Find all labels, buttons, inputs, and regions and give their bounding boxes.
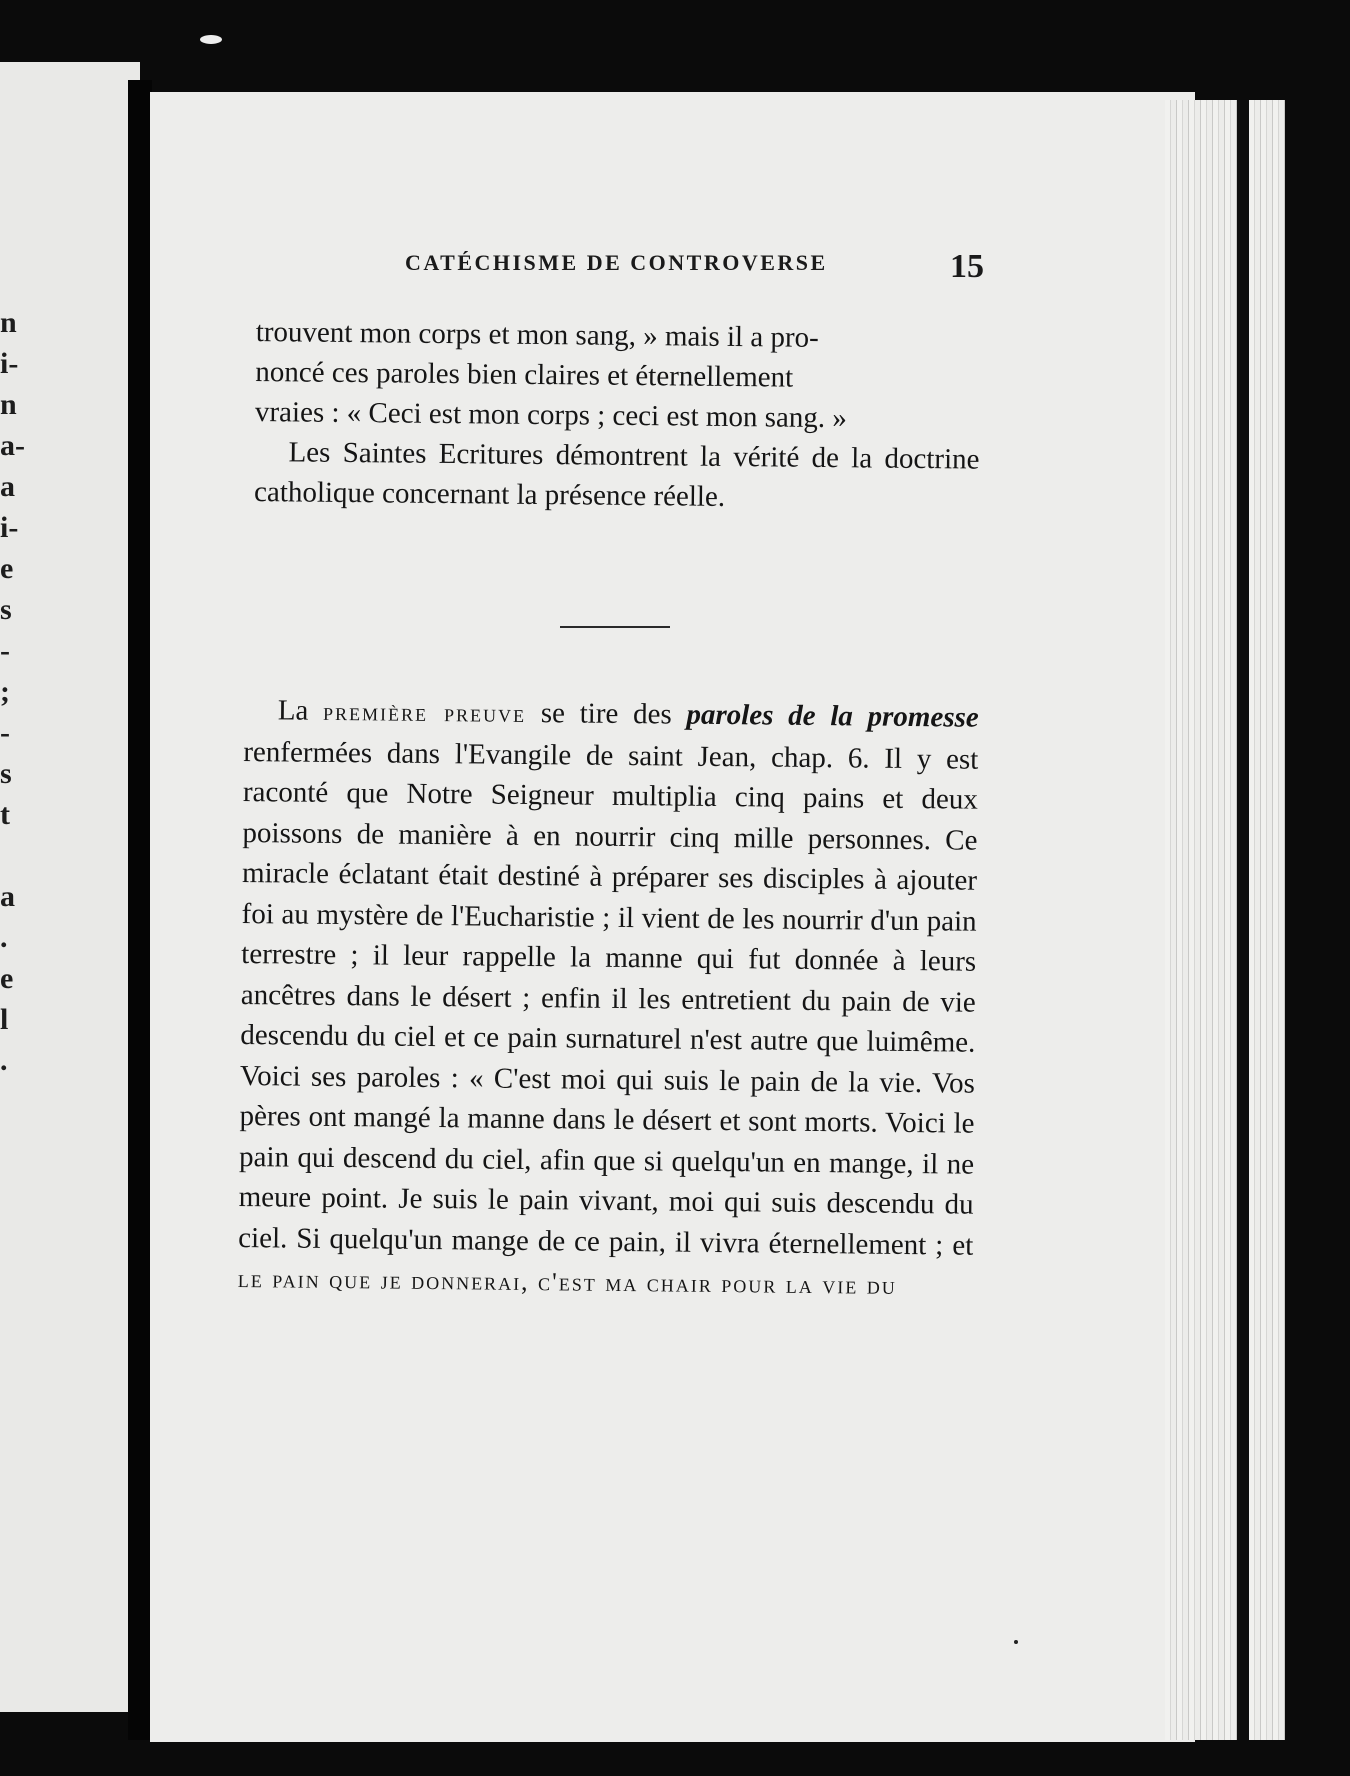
left-page-fragment: n xyxy=(0,388,17,421)
left-page-fragment: a- xyxy=(0,429,25,462)
left-page-fragment: . xyxy=(0,921,8,954)
left-page-fragment: n xyxy=(0,306,17,339)
text-block-top xyxy=(254,312,981,520)
para3-smallcaps-2: le pain que je donnerai, c'est ma chair pour la vie du xyxy=(237,1263,897,1300)
page-edges xyxy=(1165,100,1285,1740)
left-page-fragment: . xyxy=(0,1044,8,1077)
edge-shadow xyxy=(1237,100,1249,1740)
section-rule xyxy=(560,626,670,628)
para3-mid: se tire des xyxy=(525,696,687,731)
paragraph-3 xyxy=(238,690,979,1307)
left-page-fragment: ; xyxy=(0,675,10,708)
left-page-fragment xyxy=(0,835,30,876)
para1-line: noncé ces paroles bien claires et éternellement xyxy=(255,355,794,394)
text-block-main xyxy=(238,690,979,1307)
left-page-fragment: e xyxy=(0,962,14,995)
running-head: CATÉCHISME DE CONTROVERSE xyxy=(405,250,828,275)
left-page-fragment: s xyxy=(0,757,12,790)
left-page-fragment: s xyxy=(0,593,12,626)
left-page-fragment: i- xyxy=(0,511,19,544)
book-spine xyxy=(128,80,152,1740)
left-page-fragment: a xyxy=(0,470,15,503)
left-page-fragment: l xyxy=(0,1003,9,1036)
left-page-fragments xyxy=(0,302,30,1081)
paragraph-2: Les Saintes Ecritures démontrent la vérité de la doctrine catholique concernant la présence réelle. xyxy=(253,436,980,513)
para3-lead: La xyxy=(277,694,324,727)
left-page-fragment: e xyxy=(0,552,14,585)
left-page-fragment: t xyxy=(0,798,10,831)
left-page-fragment: a xyxy=(0,880,15,913)
para3-italic: paroles de la promesse xyxy=(686,698,979,734)
dust-speck xyxy=(200,35,222,44)
para1-line: vraies : « Ceci est mon corps ; ceci est mon sang. » xyxy=(254,395,848,435)
left-page-fragment: - xyxy=(0,716,10,749)
para1-line: trouvent mon corps et mon sang, » mais il a pro- xyxy=(255,315,819,354)
page-number: 15 xyxy=(950,248,984,285)
left-page-fragment: - xyxy=(0,634,10,667)
para3-body: renfermées dans l'Evangile de saint Jean, chap. 6. Il y est raconté que Notre Seigneur multiplia cinq pains et deux poissons de manière à en nourrir cinq mille personnes. Ce miracle éclatant était destiné à préparer ses disciples à ajouter foi au mystère de l'Eucharistie ; il vient de les nourrir d'un pain terrestre ; il leur rappelle la manne qui fut donnée à leurs ancêtres dans le désert ; enfin il les entretient du pain de vie descendu du ciel et ce pain surnaturel n'est autre que luimême. Voici ses paroles : « C'est moi qui suis le pain de la vie. Vos pères ont mangé la manne dans le désert et sont morts. Voici le pain qui descend du ciel, afin que si quelqu'un en mange, il ne meure point. Je suis le pain vivant, moi qui suis descendu du ciel. Si quelqu'un mange de ce pain, il vivra éternellement ; et xyxy=(238,735,979,1262)
dust-speck xyxy=(1014,1640,1018,1644)
left-page xyxy=(0,62,140,1712)
left-page-fragment: i- xyxy=(0,347,19,380)
para3-smallcaps-1: première preuve xyxy=(322,696,527,728)
